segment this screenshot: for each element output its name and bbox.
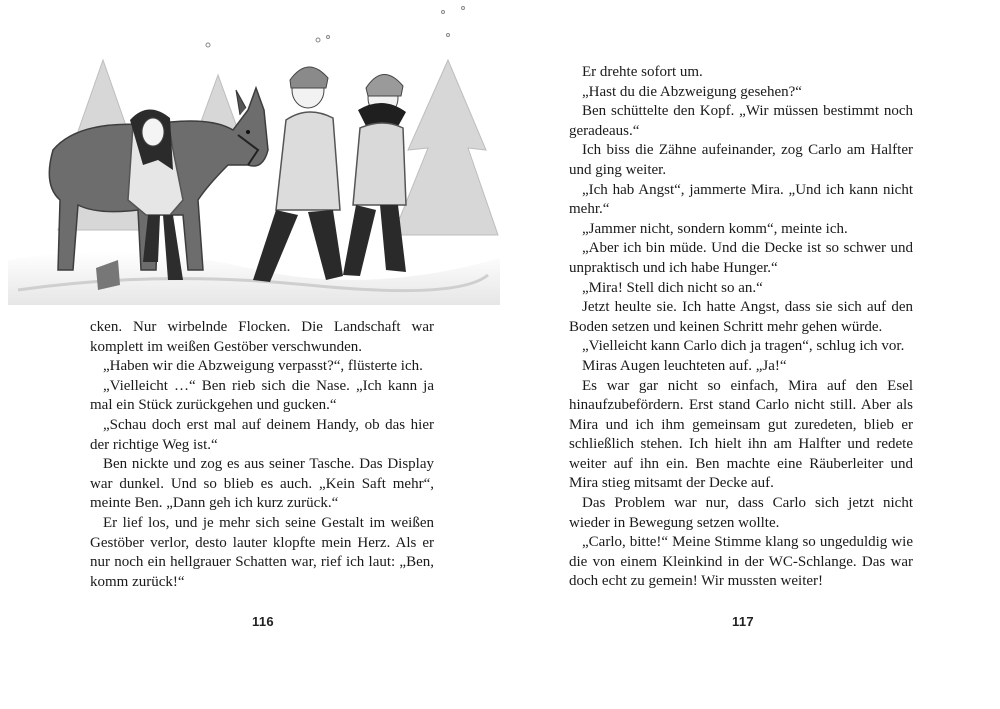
paragraph-text: „Vielleicht kann Carlo dich ja tragen“, schlug ich vor. (582, 338, 905, 355)
paragraph (569, 298, 913, 337)
paragraph-text: „Hast du die Abzweigung gesehen?“ (582, 83, 802, 100)
paragraph (569, 377, 913, 495)
winter-illustration (8, 0, 500, 305)
paragraph (90, 357, 434, 377)
paragraph-text: Jetzt heulte sie. Ich hatte Angst, dass sie sich auf den Boden setzen und keinen Schritt mehr gehen würde. (569, 299, 913, 335)
page-number: 117 (732, 614, 754, 629)
paragraph-text: „Aber ich bin müde. Und die Decke ist so schwer und unpraktisch und ich habe Hunger.“ (569, 240, 913, 276)
paragraph (569, 181, 913, 220)
paragraph-text: Das Problem war nur, dass Carlo sich jetzt nicht wieder in Bewegung setzen wollte. (569, 495, 913, 531)
paragraph-text: Ich biss die Zähne aufeinander, zog Carlo am Halfter und ging weiter. (569, 142, 913, 178)
paragraph (569, 533, 913, 592)
paragraph (569, 337, 913, 357)
paragraph-text: Miras Augen leuchteten auf. „Ja!“ (582, 357, 787, 374)
paragraph (569, 141, 913, 180)
paragraph-text: „Schau doch erst mal auf deinem Handy, ob das hier der richtige Weg ist.“ (90, 416, 434, 453)
left-page-text (90, 318, 434, 592)
paragraph-text: „Jammer nicht, sondern komm“, meinte ich. (582, 220, 848, 237)
paragraph (569, 279, 913, 299)
paragraph-text: „Vielleicht …“ Ben rieb sich die Nase. „Ich kann ja mal ein Stück zurückgehen und gucken.“ (90, 377, 434, 414)
paragraph (569, 357, 913, 377)
paragraph-text: „Mira! Stell dich nicht so an.“ (582, 279, 763, 296)
paragraph-text: Ben nickte und zog es aus seiner Tasche. Das Display war dunkel. Und so blieb es auch. „Kein Saft mehr“, meinte Ben. „Dann geh ich kurz zurück.“ (90, 456, 434, 512)
paragraph-text: „Haben wir die Abzweigung verpasst?“, flüsterte ich. (103, 358, 423, 375)
paragraph (569, 63, 913, 83)
page-number: 116 (252, 614, 274, 629)
paragraph (90, 377, 434, 416)
paragraph-text: cken. Nur wirbelnde Flocken. Die Landschaft war komplett im weißen Gestöber verschwunden. (90, 319, 434, 355)
paragraph (90, 318, 434, 357)
paragraph-text: „Carlo, bitte!“ Meine Stimme klang so ungeduldig wie die von einem Kleinkind in der WC-Schlange. Das war doch echt zu gemein! Wir mussten weiter! (569, 534, 913, 590)
paragraph (569, 102, 913, 141)
paragraph-text: Ben schüttelte den Kopf. „Wir müssen bestimmt noch geradeaus.“ (569, 103, 913, 139)
paragraph (569, 494, 913, 533)
right-page (500, 0, 1000, 709)
paragraph (90, 455, 434, 514)
paragraph-text: „Ich hab Angst“, jammerte Mira. „Und ich kann nicht mehr.“ (569, 181, 913, 218)
paragraph (569, 83, 913, 103)
paragraph-text: Er drehte sofort um. (582, 64, 703, 80)
right-page-text (569, 63, 913, 592)
paragraph-text: Er lief los, und je mehr sich seine Gestalt im weißen Gestöber verlor, desto lauter klopfte mein Herz. Als er nur noch ein hellgrauer Schatten war, rief ich laut: „Ben, komm zurück!“ (90, 514, 434, 590)
paragraph (569, 239, 913, 278)
paragraph (90, 416, 434, 455)
paragraph (90, 514, 434, 592)
paragraph-text: Es war gar nicht so einfach, Mira auf den Esel hinaufzubefördern. Erst stand Carlo nicht still. Aber als Mira und ich ihm gemeinsam gut zuredeten, blieb er schließlich stehen. Ich hielt ihn am Halfter und redete weiter auf ihn ein. Ben machte eine Räuberleiter und Mira stieg mitsamt der Decke auf. (569, 377, 913, 492)
paragraph (569, 220, 913, 240)
